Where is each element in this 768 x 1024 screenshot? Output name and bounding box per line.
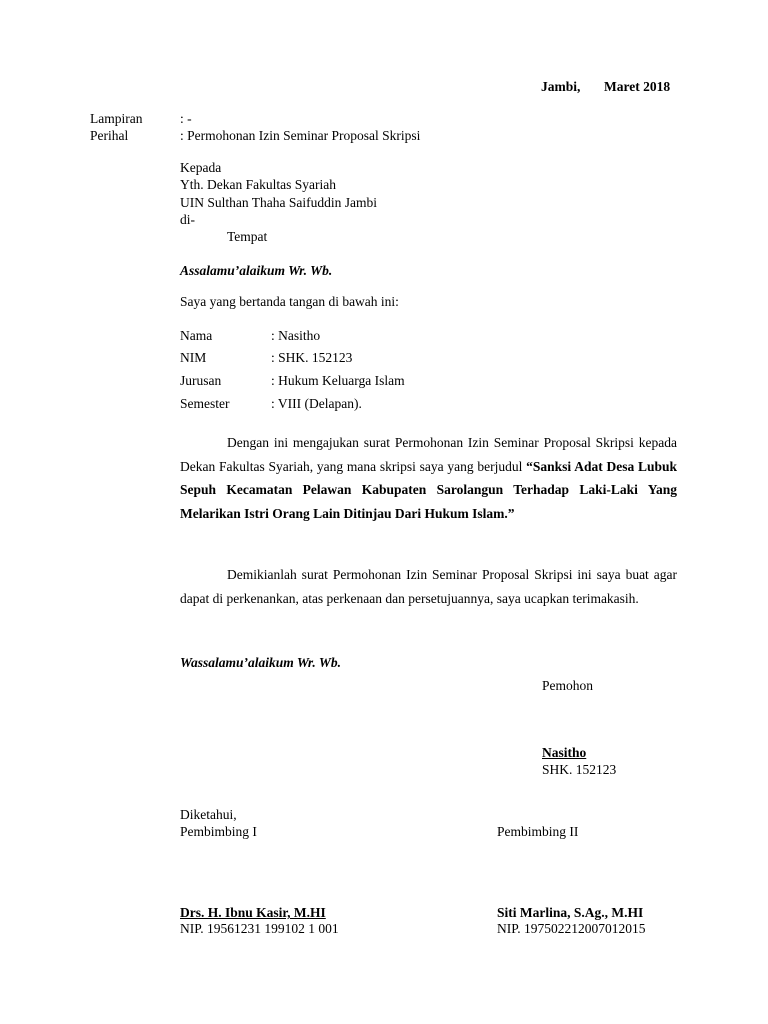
identity-value-nim: : SHK. 152123 <box>271 350 353 365</box>
recipient-line-4: di- <box>180 212 195 227</box>
applicant-label: Pemohon <box>542 678 594 693</box>
applicant-nim: SHK. 152123 <box>542 762 617 777</box>
recipient-line-1: Kepada <box>180 160 222 175</box>
identity-label-semester: Semester <box>180 396 230 411</box>
lampiran-value: : - <box>180 111 192 126</box>
greeting: Assalamu’alaikum Wr. Wb. <box>180 263 333 278</box>
advisor-2-nip: NIP. 197502212007012015 <box>497 921 646 936</box>
identity-value-jurusan: : Hukum Keluarga Islam <box>271 373 405 388</box>
recipient-line-3: UIN Sulthan Thaha Saifuddin Jambi <box>180 195 377 210</box>
identity-label-nim: NIM <box>180 350 207 365</box>
identity-value-nama: : Nasitho <box>271 328 321 343</box>
body-paragraph-2 <box>180 563 677 610</box>
letter-date-month-year: Maret 2018 <box>604 79 671 94</box>
perihal-value: : Permohonan Izin Seminar Proposal Skripsi <box>180 128 421 143</box>
advisor-1-label: Pembimbing I <box>180 824 257 839</box>
advisor-2-label: Pembimbing II <box>497 824 579 839</box>
identity-label-nama: Nama <box>180 328 213 343</box>
letter-date-place: Jambi, <box>541 79 581 94</box>
lampiran-label: Lampiran <box>90 111 143 126</box>
body-paragraph-2-text: Demikianlah surat Permohonan Izin Seminar Proposal Skripsi ini saya buat agar dapat di perkenankan, atas perkenaan dan persetujuannya, saya ucapkan terimakasih. <box>180 567 677 606</box>
recipient-line-2: Yth. Dekan Fakultas Syariah <box>180 177 336 192</box>
body-paragraph-1 <box>180 431 677 525</box>
body-paragraph-1-text: Dengan ini mengajukan surat Permohonan Izin Seminar Proposal Skripsi kepada Dekan Fakultas Syariah, yang mana skripsi saya yang berjudul <box>180 435 677 474</box>
closing-greeting: Wassalamu’alaikum Wr. Wb. <box>180 655 342 670</box>
advisor-1-nip: NIP. 19561231 199102 1 001 <box>180 921 339 936</box>
identity-value-semester: : VIII (Delapan). <box>271 396 362 411</box>
recipient-line-5: Tempat <box>227 229 268 244</box>
thesis-title: “Sanksi Adat Desa Lubuk Sepuh Kecamatan Pelawan Kabupaten Sarolangun Terhadap Laki-Laki Yang Melarikan Istri Orang Lain Ditinjau Dari Hukum Islam.” <box>180 458 678 521</box>
perihal-label: Perihal <box>90 128 129 143</box>
advisor-1-name: Drs. H. Ibnu Kasir, M.HI <box>180 905 326 920</box>
approval-known: Diketahui, <box>180 807 237 822</box>
intro-text: Saya yang bertanda tangan di bawah ini: <box>180 294 399 309</box>
applicant-name: Nasitho <box>542 745 587 760</box>
identity-label-jurusan: Jurusan <box>180 373 222 388</box>
advisor-2-name: Siti Marlina, S.Ag., M.HI <box>497 905 644 920</box>
